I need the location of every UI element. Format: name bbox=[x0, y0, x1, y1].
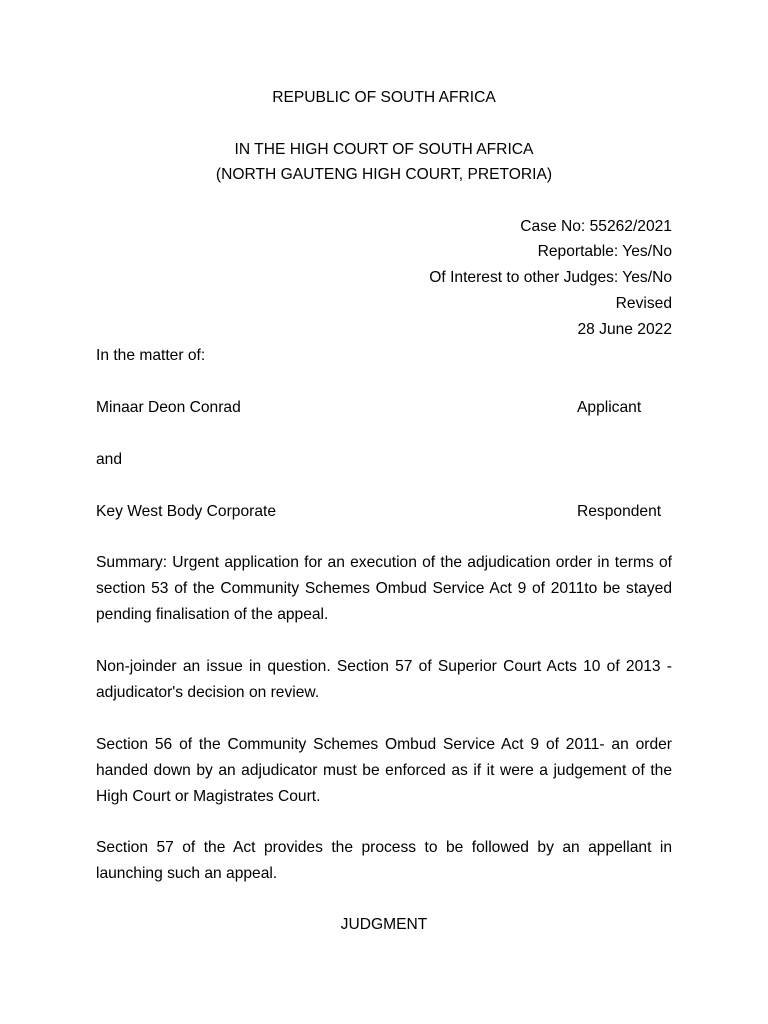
judgment-date: 28 June 2022 bbox=[577, 321, 672, 338]
applicant-name: Minaar Deon Conrad bbox=[96, 399, 241, 416]
applicant-role: Applicant bbox=[577, 399, 642, 416]
country-heading: REPUBLIC OF SOUTH AFRICA bbox=[272, 89, 496, 106]
division-heading: (NORTH GAUTENG HIGH COURT, PRETORIA) bbox=[215, 166, 553, 183]
summary-paragraph: Summary: Urgent application for an execution of the adjudication order in terms of section 53 of the Community Schemes Ombud Service Act 9 of 2011to be stayed pending finalisation of the appeal. bbox=[96, 554, 672, 623]
party-conjunction: and bbox=[96, 451, 123, 468]
summary-paragraph: Section 56 of the Community Schemes Ombud Service Act 9 of 2011- an order handed down by an adjudicator must be enforced as if it were a judgement of the High Court or Magistrates Court. bbox=[96, 736, 672, 805]
reportable-status: Reportable: Yes/No bbox=[537, 243, 672, 260]
case-number: Case No: 55262/2021 bbox=[520, 218, 672, 235]
respondent-name: Key West Body Corporate bbox=[96, 503, 276, 520]
court-heading: IN THE HIGH COURT OF SOUTH AFRICA bbox=[234, 141, 534, 158]
summary-paragraph: Section 57 of the Act provides the process to be followed by an appellant in launching such an appeal. bbox=[96, 839, 672, 882]
of-interest-status: Of Interest to other Judges: Yes/No bbox=[429, 269, 672, 286]
revised-status: Revised bbox=[615, 295, 672, 312]
summary-paragraph: Non-joinder an issue in question. Section 57 of Superior Court Acts 10 of 2013 - adjudicator's decision on review. bbox=[96, 658, 672, 701]
matter-intro: In the matter of: bbox=[96, 347, 206, 364]
judgment-heading: JUDGMENT bbox=[340, 916, 428, 933]
respondent-role: Respondent bbox=[577, 503, 662, 520]
